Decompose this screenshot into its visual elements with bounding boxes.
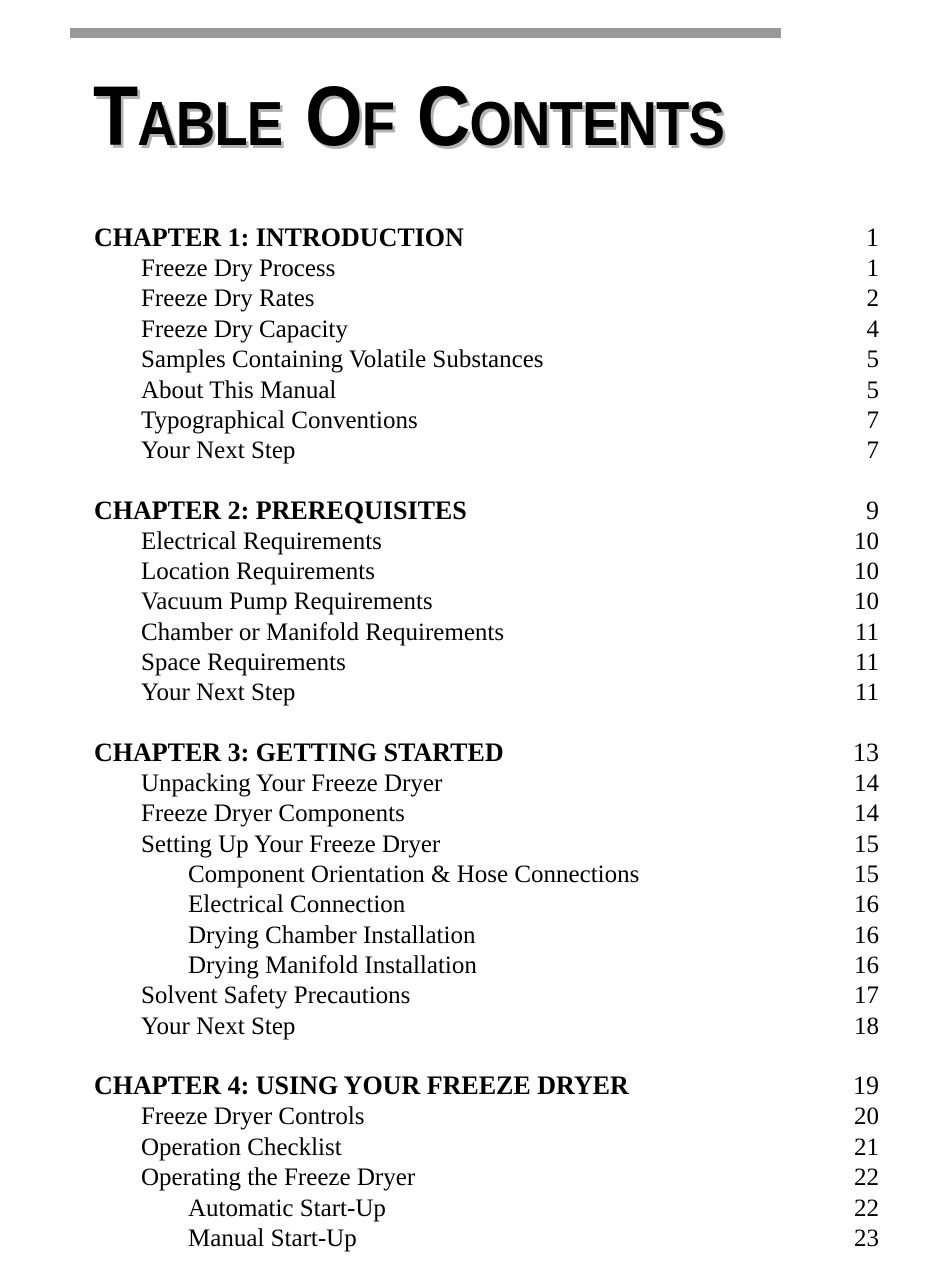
entry-title: Unpacking Your Freeze Dryer (141, 770, 443, 797)
title-initial: T (93, 69, 138, 163)
toc-entry[interactable] (94, 1012, 879, 1042)
entry-title: Chamber or Manifold Requirements (141, 619, 505, 646)
entry-title: Manual Start-Up (188, 1225, 357, 1252)
title-rest: ABLE (137, 90, 283, 159)
title-word-of (305, 69, 395, 163)
toc-subentry[interactable] (94, 890, 879, 920)
entry-title: Drying Chamber Installation (188, 922, 476, 949)
page-number: 17 (854, 982, 879, 1009)
page-title (93, 69, 740, 163)
toc-entry[interactable] (94, 981, 879, 1011)
page-number: 10 (854, 588, 879, 615)
toc-entry[interactable] (94, 1102, 879, 1132)
entry-title: Automatic Start-Up (188, 1195, 386, 1222)
toc-entry[interactable] (94, 1163, 879, 1193)
page-number: 14 (854, 770, 879, 797)
toc-entry[interactable] (94, 284, 879, 314)
entry-title: Freeze Dry Capacity (141, 316, 348, 343)
page-number: 16 (854, 891, 879, 918)
title-rest: F (361, 90, 395, 159)
page-number: 18 (854, 1013, 879, 1040)
page-number: 15 (854, 831, 879, 858)
page-number: 9 (866, 496, 879, 525)
page-number: 1 (866, 223, 879, 252)
entry-title: Component Orientation & Hose Connections (188, 861, 640, 888)
entry-title: About This Manual (141, 377, 337, 404)
title-word-table (93, 69, 283, 163)
toc-entry[interactable] (94, 376, 879, 406)
entry-title: Freeze Dry Process (141, 255, 336, 282)
toc-subentry[interactable] (94, 860, 879, 890)
chapter-title: CHAPTER 2: PREREQUISITES (94, 496, 467, 525)
entry-title: Electrical Requirements (141, 528, 382, 555)
page-number: 11 (854, 649, 879, 676)
entry-title: Location Requirements (141, 558, 375, 585)
entry-title: Your Next Step (141, 679, 296, 706)
toc-entry[interactable] (94, 254, 879, 284)
toc-subentry[interactable] (94, 1224, 879, 1254)
page-number: 5 (866, 377, 879, 404)
title-word-contents (416, 69, 724, 163)
entry-title: Operation Checklist (141, 1134, 342, 1161)
page-number: 20 (854, 1103, 879, 1130)
toc-entry[interactable] (94, 1133, 879, 1163)
page-number: 7 (866, 437, 879, 464)
page-number: 10 (854, 528, 879, 555)
entry-title: Solvent Safety Precautions (141, 982, 411, 1009)
toc-entry[interactable] (94, 799, 879, 829)
toc-subentry[interactable] (94, 921, 879, 951)
entry-title: Your Next Step (141, 437, 296, 464)
page-number: 19 (853, 1071, 879, 1100)
page-number: 13 (853, 738, 879, 767)
toc-chapter-2[interactable] (94, 496, 879, 526)
page-number: 21 (854, 1134, 879, 1161)
toc-entry[interactable] (94, 769, 879, 799)
page-number: 23 (854, 1225, 879, 1252)
chapter-title: CHAPTER 3: GETTING STARTED (94, 738, 504, 767)
page-number: 11 (854, 619, 879, 646)
toc-entry[interactable] (94, 315, 879, 345)
toc-entry[interactable] (94, 406, 879, 436)
entry-title: Freeze Dryer Components (141, 800, 405, 827)
title-initial: C (416, 69, 470, 163)
toc-chapter-3[interactable] (94, 738, 879, 768)
page-number: 14 (854, 800, 879, 827)
entry-title: Freeze Dry Rates (141, 285, 315, 312)
toc-entry[interactable] (94, 557, 879, 587)
toc-subentry[interactable] (94, 1194, 879, 1224)
toc-entry[interactable] (94, 618, 879, 648)
page-number: 1 (866, 255, 879, 282)
chapter-title: CHAPTER 1: INTRODUCTION (94, 223, 464, 252)
page-number: 4 (866, 316, 879, 343)
toc-chapter-4[interactable] (94, 1071, 879, 1101)
toc-chapter-1[interactable] (94, 223, 879, 253)
page-number: 10 (854, 558, 879, 585)
title-rest: ONTENTS (469, 90, 724, 159)
page-number: 11 (854, 679, 879, 706)
toc-entry[interactable] (94, 345, 879, 375)
toc-entry[interactable] (94, 830, 879, 860)
title-initial: O (305, 69, 362, 163)
entry-title: Typographical Conventions (141, 407, 418, 434)
toc-entry[interactable] (94, 527, 879, 557)
entry-title: Drying Manifold Installation (188, 952, 477, 979)
entry-title: Freeze Dryer Controls (141, 1103, 365, 1130)
entry-title: Vacuum Pump Requirements (141, 588, 433, 615)
chapter-title: CHAPTER 4: USING YOUR FREEZE DRYER (94, 1071, 629, 1100)
top-rule-divider (70, 28, 781, 38)
toc-entry[interactable] (94, 648, 879, 678)
toc-entry[interactable] (94, 587, 879, 617)
toc-entry[interactable] (94, 678, 879, 708)
page-number: 22 (854, 1195, 879, 1222)
toc-entry[interactable] (94, 436, 879, 466)
entry-title: Your Next Step (141, 1013, 296, 1040)
page-number: 16 (854, 922, 879, 949)
page-number: 16 (854, 952, 879, 979)
page-number: 7 (866, 407, 879, 434)
page-number: 2 (866, 285, 879, 312)
page-number: 5 (866, 346, 879, 373)
page-number: 22 (854, 1164, 879, 1191)
page-number: 15 (854, 861, 879, 888)
entry-title: Space Requirements (141, 649, 346, 676)
entry-title: Operating the Freeze Dryer (141, 1164, 416, 1191)
entry-title: Electrical Connection (188, 891, 406, 918)
toc-subentry[interactable] (94, 951, 879, 981)
entry-title: Setting Up Your Freeze Dryer (141, 831, 441, 858)
entry-title: Samples Containing Volatile Substances (141, 346, 544, 373)
